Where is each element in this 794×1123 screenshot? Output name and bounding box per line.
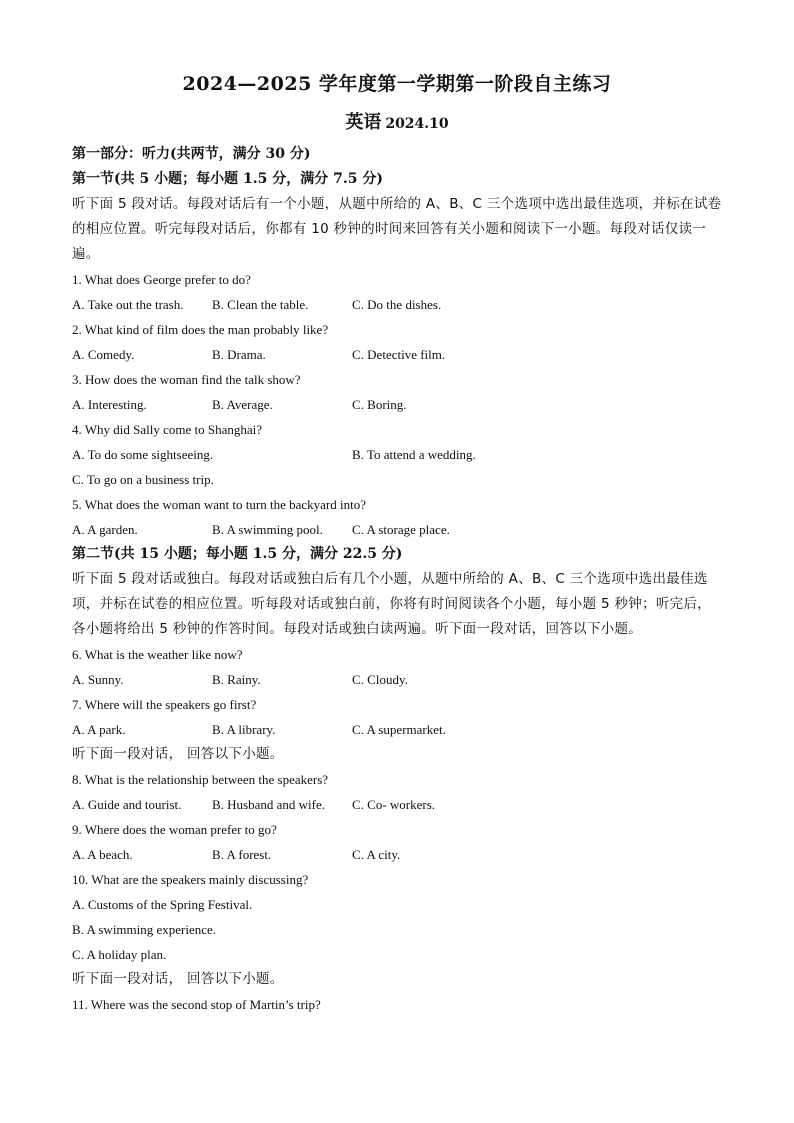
question-stem: 2. What kind of film does the man probably like?	[72, 322, 329, 337]
question-options	[72, 667, 722, 692]
option-b: B. A forest.	[212, 847, 272, 862]
section1-instruction: 听下面 5 段对话。每段对话后有一个小题，从题中所给的 A、B、C 三个选项中选出最佳选项，并标在试卷的相应位置。听完每段对话后，你都有 10 秒钟的时间来回答有关小题和阅读下一小题。每段对话仅读一遍。	[72, 196, 722, 262]
option-c: C. Do the dishes.	[352, 297, 442, 312]
question-stem: 8. What is the relationship between the speakers?	[72, 772, 329, 787]
option-a: A. Take out the trash.	[72, 297, 184, 312]
section2-heading: 第二节(共 15 小题；每小题 1.5 分，满分 22.5 分)	[72, 546, 403, 562]
option-c: C. Detective film.	[352, 347, 446, 362]
option-b: B. A swimming pool.	[212, 522, 323, 537]
option-a: A. Guide and tourist.	[72, 797, 182, 812]
question-stem: 6. What is the weather like now?	[72, 647, 243, 662]
option-a: A. Customs of the Spring Festival.	[72, 897, 253, 912]
question-stem: 7. Where will the speakers go first?	[72, 697, 257, 712]
exam-subtitle	[72, 112, 722, 135]
option-b: B. Average.	[212, 397, 273, 412]
exam-date: 2024.10	[385, 116, 449, 132]
question-stem: 10. What are the speakers mainly discussing?	[72, 872, 309, 887]
question-options	[72, 342, 722, 367]
option-c: C. A supermarket.	[352, 722, 446, 737]
question-stem: 1. What does George prefer to do?	[72, 272, 251, 287]
question-stem: 5. What does the woman want to turn the backyard into?	[72, 497, 366, 512]
option-a: A. A beach.	[72, 847, 133, 862]
option-b: B. A library.	[212, 722, 276, 737]
option-c: C. To go on a business trip.	[72, 472, 214, 487]
question-stem: 4. Why did Sally come to Shanghai?	[72, 422, 263, 437]
part1-heading: 第一部分：听力(共两节，满分 30 分)	[72, 146, 311, 162]
question-options	[72, 517, 722, 542]
section2-instruction: 听下面 5 段对话或独白。每段对话或独白后有几个小题，从题中所给的 A、B、C 三个选项中选出最佳选项，并标在试卷的相应位置。听每段对话或独白前，你将有时间阅读各个小题，每小题 5 秒钟；听完后，各小题将给出 5 秒钟的作答时间。每段对话或独白读两遍。听下面一段对话，回答以下小题。	[72, 571, 712, 637]
option-b: B. Drama.	[212, 347, 266, 362]
option-a: A. Interesting.	[72, 397, 147, 412]
option-b: B. To attend a wedding.	[352, 447, 476, 462]
listen-prompt: 听下面一段对话， 回答以下小题。	[72, 746, 284, 762]
exam-title: 2024—2025 学年度第一学期第一阶段自主练习	[182, 73, 612, 95]
question-options	[72, 842, 722, 867]
question-stem: 9. Where does the woman prefer to go?	[72, 822, 277, 837]
option-a: A. Sunny.	[72, 672, 124, 687]
option-c: C. Boring.	[352, 397, 407, 412]
option-a: A. A park.	[72, 722, 126, 737]
option-b: B. Rainy.	[212, 672, 261, 687]
listen-prompt: 听下面一段对话， 回答以下小题。	[72, 971, 284, 987]
question-stem: 11. Where was the second stop of Martin’s trip?	[72, 997, 321, 1012]
option-c: C. A city.	[352, 847, 401, 862]
question-stem: 3. How does the woman find the talk show?	[72, 372, 301, 387]
question-options	[72, 792, 722, 817]
option-c: C. Cloudy.	[352, 672, 408, 687]
option-c: C. A holiday plan.	[72, 947, 167, 962]
option-a: A. To do some sightseeing.	[72, 447, 214, 462]
option-a: A. Comedy.	[72, 347, 135, 362]
option-c: C. A storage place.	[352, 522, 450, 537]
question-options	[72, 392, 722, 417]
question-options	[72, 717, 722, 742]
option-c: C. Co- workers.	[352, 797, 436, 812]
subject-label: 英语	[345, 112, 382, 133]
option-b: B. Clean the table.	[212, 297, 309, 312]
question-options	[72, 442, 722, 467]
option-a: A. A garden.	[72, 522, 138, 537]
question-options	[72, 292, 722, 317]
section1-heading: 第一节(共 5 小题；每小题 1.5 分，满分 7.5 分)	[72, 171, 383, 187]
option-b: B. A swimming experience.	[72, 922, 217, 937]
option-b: B. Husband and wife.	[212, 797, 326, 812]
